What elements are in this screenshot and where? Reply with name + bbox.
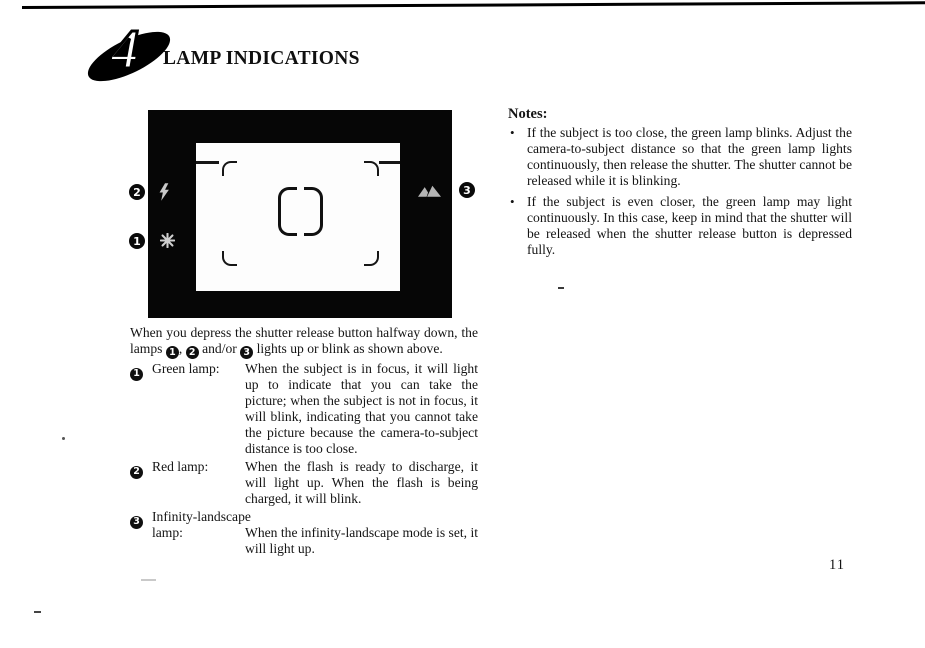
bullet-icon: • — [510, 194, 515, 209]
note-item — [508, 125, 852, 189]
lamp-3-label-text: Infinity-landscape lamp: — [152, 509, 251, 541]
viewfinder-body — [148, 110, 452, 318]
lamp-2-label — [152, 459, 245, 507]
notes-section — [508, 106, 852, 263]
lamp-2-badge-cell — [130, 459, 152, 507]
mountains-icon — [418, 185, 441, 197]
notes-title: Notes: — [508, 106, 548, 122]
corner-bracket-bottom-right — [364, 251, 379, 266]
chapter-number: 4 — [111, 19, 139, 81]
intro-text-segment: , — [178, 341, 186, 356]
focus-bracket-left — [278, 187, 297, 236]
note-text: If the subject is even closer, the green lamp may light continuously. In this case, keep in mind that the shutter will be released when the shutter release button is depressed fully. — [527, 194, 852, 257]
lamp-3-label — [152, 509, 251, 557]
corner-bracket-top-left — [222, 161, 237, 176]
lamp-1-inline-badge: 1 — [166, 346, 179, 359]
lamp-1-label — [152, 361, 245, 457]
page-number: 11 — [829, 557, 845, 573]
viewfinder-screen — [196, 143, 400, 291]
lamp-description-section — [130, 325, 478, 557]
callout-badge-1: 1 — [129, 233, 145, 249]
intro-text-segment: lights up or blink as shown above. — [253, 341, 443, 356]
lamp-3-description: When the infinity-landscape mode is set, it will light up. — [245, 525, 478, 557]
intro-paragraph — [130, 325, 478, 359]
lamp-list-item-green — [130, 361, 478, 457]
lamp-list-item-infinity — [130, 509, 478, 557]
scan-artifact — [34, 611, 41, 613]
frame-line-top-right — [379, 161, 400, 164]
intro-text-segment: When you depress the shutter release button halfway down, the lamps — [130, 325, 478, 356]
scan-artifact — [558, 287, 564, 289]
lamp-list — [130, 361, 478, 557]
intro-text-segment: and/or — [198, 341, 241, 356]
note-text: If the subject is too close, the green lamp blinks. Adjust the camera-to-subject distance so that the green lamp lights continuously, then release the shutter. The shutter cannot be released while it is blinking. — [527, 125, 852, 188]
scan-artifact — [141, 579, 156, 581]
lamp-1-badge-cell — [130, 361, 152, 457]
note-item — [508, 194, 852, 258]
lamp-3-badge-cell — [130, 509, 152, 557]
bullet-icon: • — [510, 125, 515, 140]
corner-bracket-bottom-left — [222, 251, 237, 266]
corner-bracket-top-right — [364, 161, 379, 176]
lamp-2-label-text: Red lamp: — [152, 459, 209, 475]
viewfinder-figure — [129, 110, 477, 318]
lamp-2-inline-badge: 2 — [186, 346, 199, 359]
focus-bracket-right — [304, 187, 323, 236]
lamp-1-label-text: Green lamp: — [152, 361, 220, 377]
callout-badge-2: 2 — [129, 184, 145, 200]
lamp-2-badge: 2 — [130, 466, 143, 479]
flash-bolt-icon — [159, 183, 170, 201]
autofocus-burst-icon — [160, 233, 175, 248]
page-top-rule — [22, 1, 925, 9]
lamp-3-badge: 3 — [130, 516, 143, 529]
lamp-3-inline-badge: 3 — [240, 346, 253, 359]
lamp-1-badge: 1 — [130, 368, 143, 381]
callout-badge-3: 3 — [459, 182, 475, 198]
lamp-list-item-red — [130, 459, 478, 507]
lamp-2-description: When the flash is ready to discharge, it will light up. When the flash is being charged, it will blink. — [245, 459, 478, 507]
frame-line-top-left — [196, 161, 219, 164]
scan-artifact — [62, 437, 65, 440]
lamp-1-description: When the subject is in focus, it will light up to indicate that you can take the picture; when the subject is not in focus, it will blink, indicating that you cannot take the picture because the camera-to-subject distance is too close. — [245, 361, 478, 457]
page-title: LAMP INDICATIONS — [163, 48, 360, 69]
